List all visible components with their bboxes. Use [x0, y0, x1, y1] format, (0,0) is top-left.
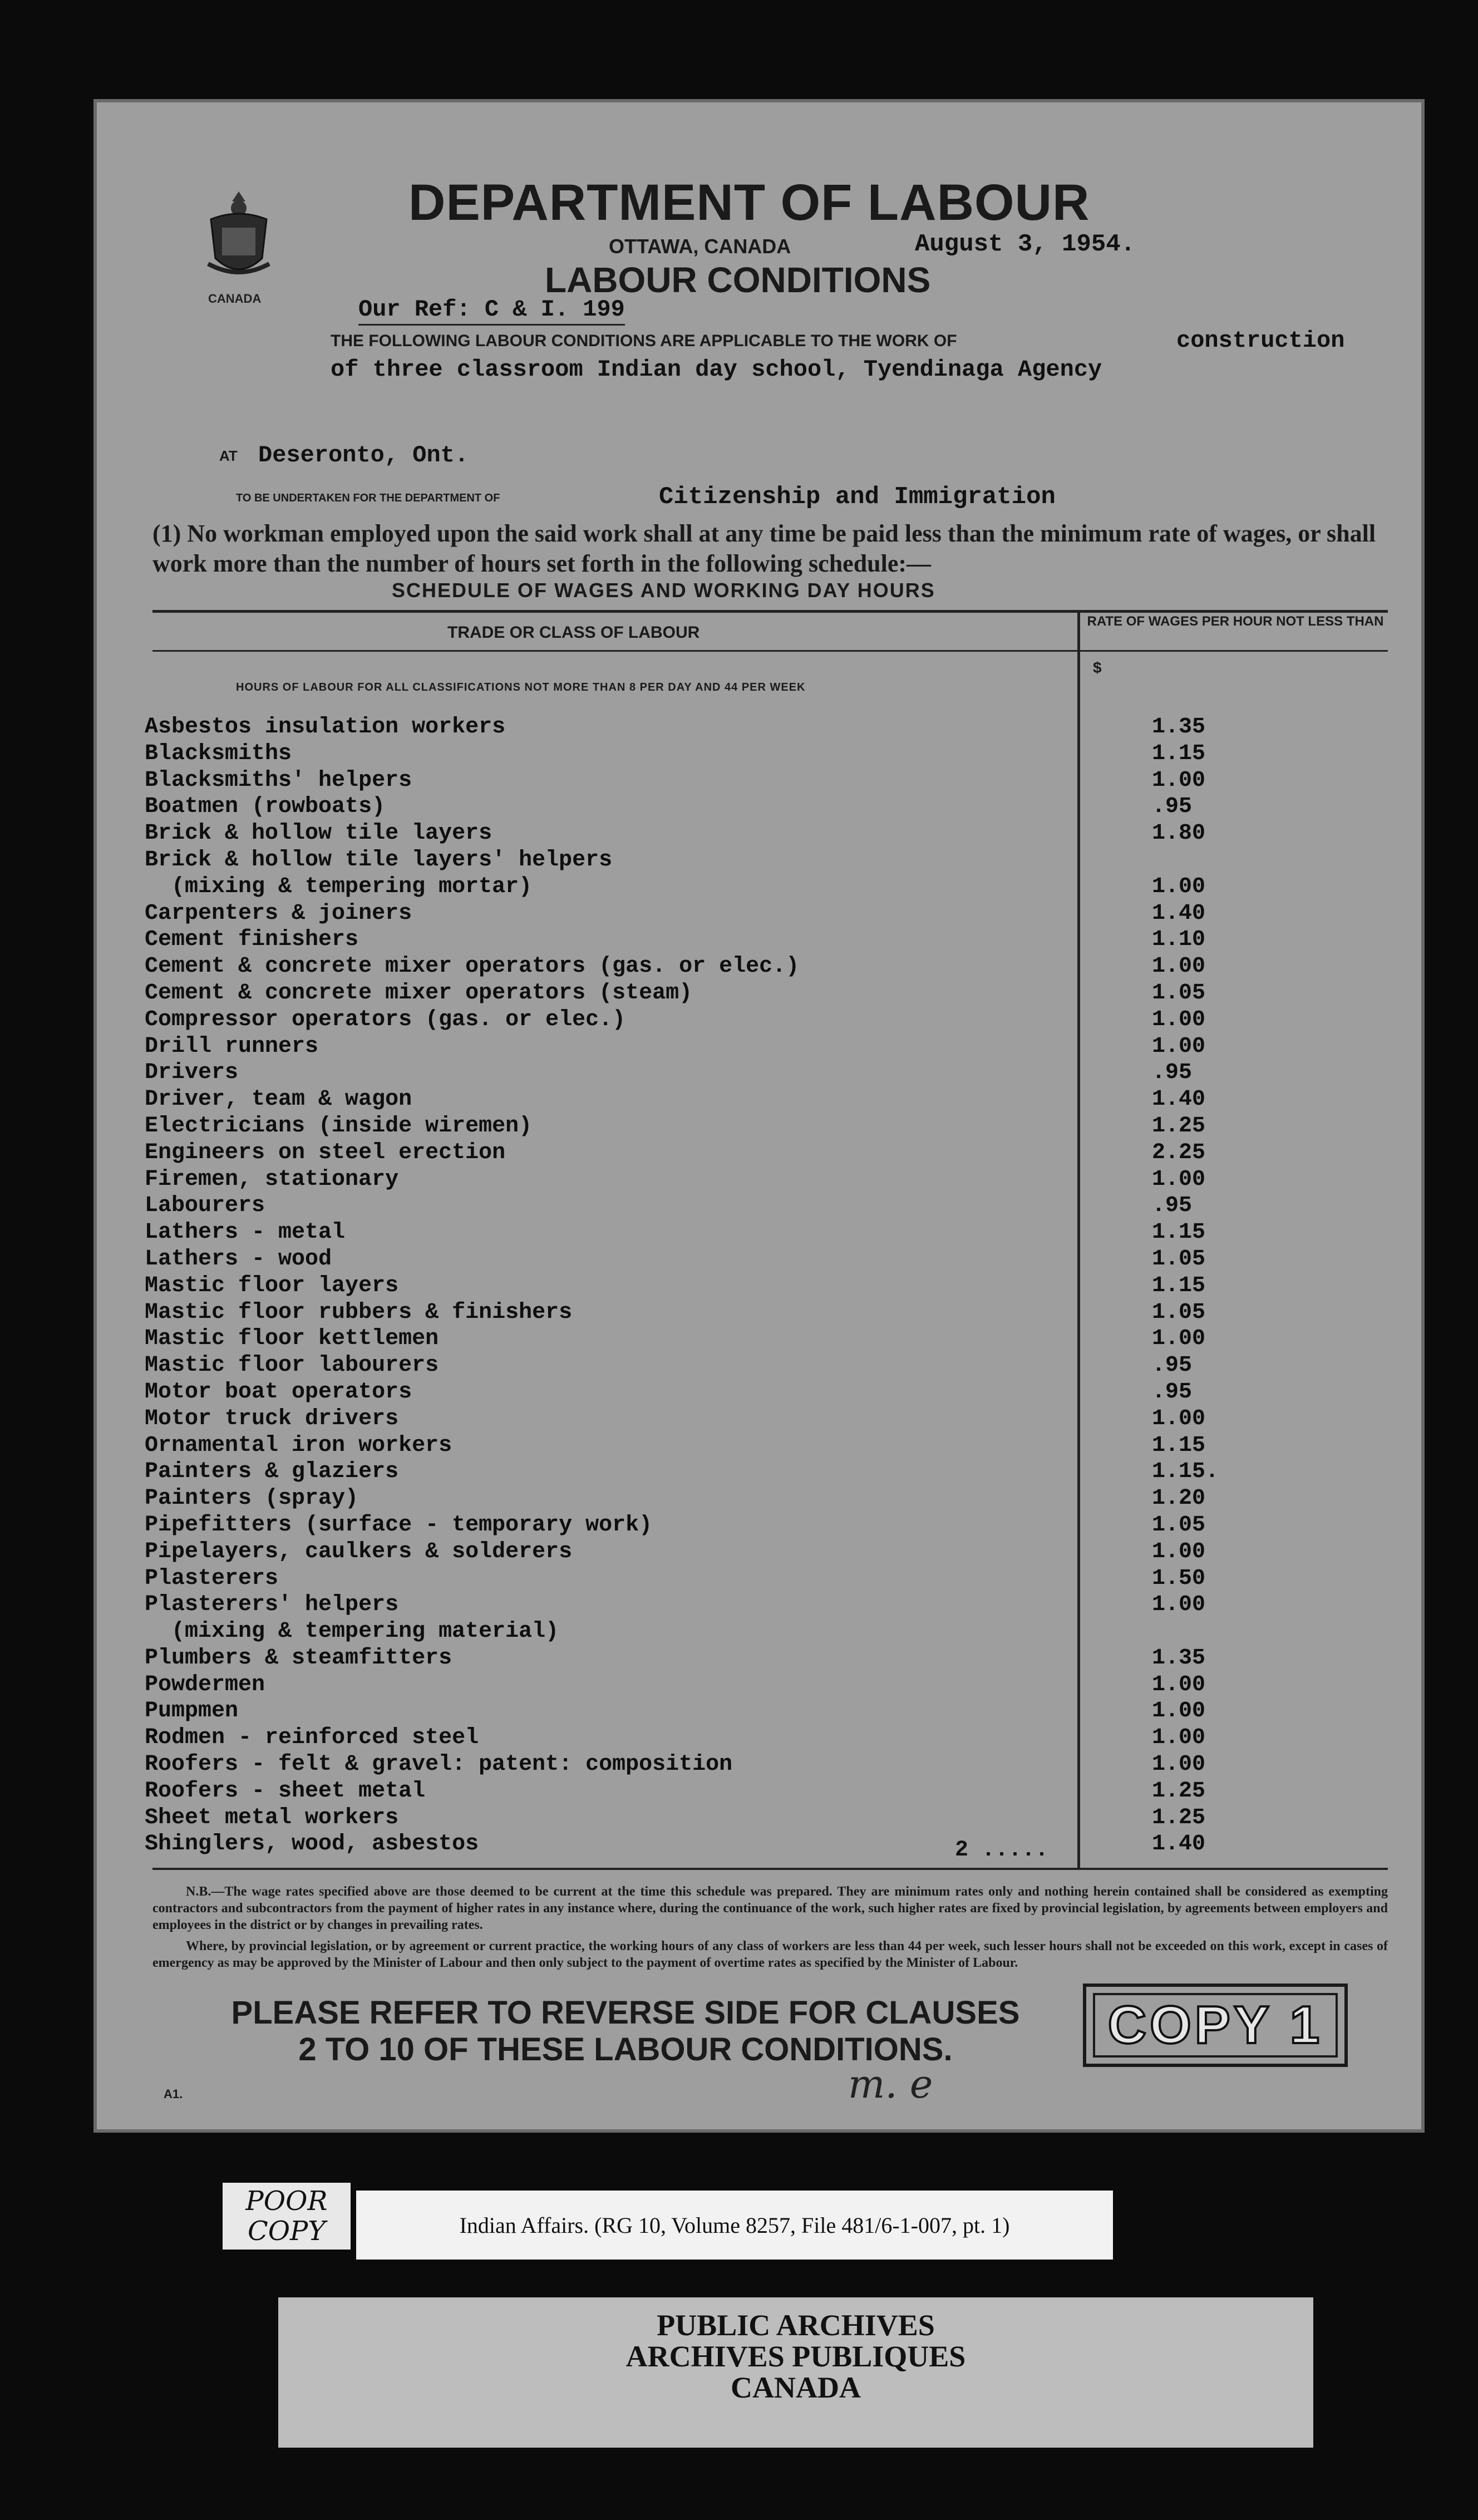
clause-1: (1) No workman employed upon the said work shall at any time be paid less than the minimum rate of wages, or shall work more than the number of hours set forth in the following schedule:—	[152, 520, 1376, 577]
archives-line2: ARCHIVES PUBLIQUES	[625, 2340, 966, 2373]
trade-name: Mastic floor labourers	[145, 1353, 439, 1379]
table-row	[145, 1007, 1402, 1034]
wage-rate: 1.05	[1152, 980, 1206, 1006]
table-row	[145, 1273, 1402, 1300]
trade-name: Engineers on steel erection	[145, 1140, 506, 1165]
table-row	[145, 1353, 1402, 1380]
wage-rate: .95	[1152, 1060, 1193, 1086]
trade-name: Plasterers	[145, 1566, 279, 1591]
wage-rate: 1.25	[1152, 1805, 1206, 1830]
wage-rate: 1.35	[1152, 1645, 1206, 1671]
table-row	[145, 741, 1402, 768]
table-row	[145, 1433, 1402, 1460]
trade-name: (mixing & tempering material)	[145, 1619, 559, 1645]
undertaken-department: Citizenship and Immigration	[659, 483, 1056, 511]
table-row	[145, 1167, 1402, 1194]
trade-name: Blacksmiths' helpers	[145, 767, 412, 793]
trade-name: Shinglers, wood, asbestos	[145, 1832, 479, 1857]
wage-rate: 1.35	[1152, 715, 1206, 740]
notes-block	[152, 1883, 1388, 1976]
wage-rate: 1.00	[1152, 1752, 1206, 1778]
wage-rate: 1.40	[1152, 1832, 1206, 1857]
trade-name: Roofers - sheet metal	[145, 1778, 426, 1804]
trade-name: Mastic floor kettlemen	[145, 1326, 439, 1352]
trade-name: Plumbers & steamfitters	[145, 1645, 452, 1671]
undertaken-label: TO BE UNDERTAKEN FOR THE DEPARTMENT OF	[236, 492, 500, 504]
trade-name: Drill runners	[145, 1033, 319, 1059]
table-row	[145, 1060, 1402, 1087]
table-row	[145, 1646, 1402, 1672]
wage-rate: 1.20	[1152, 1486, 1206, 1512]
department-city: OTTAWA, CANADA	[609, 235, 791, 258]
table-row	[145, 1326, 1402, 1353]
table-row	[145, 1140, 1402, 1167]
header-rule-rate	[1080, 650, 1388, 652]
wage-rate: 1.15.	[1152, 1459, 1219, 1485]
wage-rate: 1.15	[1152, 1273, 1206, 1298]
table-row	[145, 848, 1402, 874]
table-row	[145, 1193, 1402, 1220]
table-row	[145, 901, 1402, 928]
document-page	[93, 99, 1425, 2133]
applicable-label: THE FOLLOWING LABOUR CONDITIONS ARE APPLICABLE TO THE WORK OF	[331, 332, 957, 350]
location-label: AT	[219, 447, 238, 464]
wage-rate: 1.00	[1152, 1699, 1206, 1724]
table-row	[145, 1592, 1402, 1619]
wage-rate: 1.25	[1152, 1113, 1206, 1139]
trade-name: Lathers - wood	[145, 1246, 332, 1272]
wage-rate: 1.40	[1152, 900, 1206, 926]
table-row	[145, 1779, 1402, 1805]
archives-line3: CANADA	[731, 2371, 861, 2404]
wage-rate: 1.00	[1152, 954, 1206, 980]
trade-name: Painters (spray)	[145, 1486, 359, 1512]
wage-rate: 1.00	[1152, 1406, 1206, 1431]
trade-name: Rodmen - reinforced steel	[145, 1725, 479, 1751]
table-top-rule	[152, 610, 1388, 613]
wage-rate: 1.00	[1152, 1725, 1206, 1751]
column-header-trade: TRADE OR CLASS OF LABOUR	[447, 623, 700, 642]
wage-table	[145, 715, 1402, 1858]
table-row	[145, 1406, 1402, 1433]
trade-name: Driver, team & wagon	[145, 1087, 412, 1113]
currency-symbol: $	[1093, 659, 1102, 676]
table-row	[145, 1805, 1402, 1832]
table-bottom-rule	[152, 1868, 1388, 1870]
table-row	[145, 821, 1402, 848]
trade-name: Mastic floor layers	[145, 1273, 399, 1298]
wage-rate: 1.15	[1152, 1220, 1206, 1246]
table-row	[145, 1725, 1402, 1752]
wage-rate: .95	[1152, 794, 1193, 820]
trade-name: Painters & glaziers	[145, 1459, 399, 1485]
trade-name: (mixing & tempering mortar)	[145, 874, 533, 899]
table-row	[145, 1486, 1402, 1513]
copy-stamp-text: COPY 1	[1093, 1993, 1338, 2058]
wage-rate: 1.00	[1152, 1672, 1206, 1697]
trade-name: Pumpmen	[145, 1699, 239, 1724]
trade-name: Powdermen	[145, 1672, 265, 1697]
wage-rate: 1.50	[1152, 1566, 1206, 1591]
table-row	[145, 1672, 1402, 1699]
table-row	[145, 715, 1402, 741]
archives-line1: PUBLIC ARCHIVES	[657, 2309, 935, 2342]
wage-rate: 1.00	[1152, 874, 1206, 899]
trade-name: Pipefitters (surface - temporary work)	[145, 1512, 653, 1538]
table-row	[145, 1114, 1402, 1140]
wage-rate: 1.00	[1152, 1007, 1206, 1032]
trade-name: Cement & concrete mixer operators (steam)	[145, 980, 693, 1006]
department-title: DEPARTMENT OF LABOUR	[408, 174, 1090, 231]
poor-copy-note	[223, 2183, 351, 2250]
table-row	[145, 1087, 1402, 1114]
table-row	[145, 1300, 1402, 1327]
work-description-line1: construction	[1176, 327, 1345, 354]
reverse-side-line1: PLEASE REFER TO REVERSE SIDE FOR CLAUSES	[231, 1995, 1020, 2031]
wage-rate: 1.05	[1152, 1246, 1206, 1272]
trade-name: Motor boat operators	[145, 1379, 412, 1405]
wage-rate: 1.10	[1152, 927, 1206, 953]
wage-rate: 1.05	[1152, 1512, 1206, 1538]
table-row	[145, 1832, 1402, 1858]
location-value: Deseronto, Ont.	[258, 442, 469, 469]
column-header-rate: RATE OF WAGES PER HOUR NOT LESS THAN	[1087, 614, 1384, 629]
table-row	[145, 1247, 1402, 1273]
wage-rate: 1.00	[1152, 1592, 1206, 1618]
reverse-side-line2: 2 TO 10 OF THESE LABOUR CONDITIONS.	[298, 2031, 953, 2068]
note-working-hours: Where, by provincial legislation, or by agreement or current practice, the working hours of any class of workers are less than 44 per week, such lesser hours shall not be exceeded on this work, except in cases of emergency as may be approved by the Minister of Labour and then only subject to the payment of overtime rates as specified by the Minister of Labour.	[152, 1939, 1388, 1970]
trade-name: Cement finishers	[145, 927, 359, 953]
wage-rate: .95	[1152, 1193, 1193, 1219]
table-row	[145, 1220, 1402, 1247]
trade-name: Firemen, stationary	[145, 1167, 399, 1192]
document-title: LABOUR CONDITIONS	[545, 260, 931, 300]
table-row	[145, 1619, 1402, 1646]
trade-name: Lathers - metal	[145, 1220, 346, 1246]
wage-rate: 2.25	[1152, 1140, 1206, 1165]
trade-name: Labourers	[145, 1193, 265, 1219]
trade-name: Carpenters & joiners	[145, 900, 412, 926]
table-row	[145, 1752, 1402, 1779]
table-row	[145, 874, 1402, 901]
wage-rate: 1.80	[1152, 821, 1206, 846]
trade-name: Blacksmiths	[145, 741, 292, 766]
poor-copy-line2: COPY	[247, 2216, 326, 2247]
wage-rate: .95	[1152, 1379, 1193, 1405]
wage-rate: 1.15	[1152, 741, 1206, 766]
trade-name: Mastic floor rubbers & finishers	[145, 1300, 573, 1325]
table-row	[145, 768, 1402, 795]
archives-stamp	[278, 2297, 1313, 2448]
crest-label: CANADA	[208, 292, 262, 306]
table-row	[145, 981, 1402, 1007]
continued-marker: 2 .....	[955, 1838, 1049, 1863]
table-row	[145, 1459, 1402, 1486]
trade-name: Brick & hollow tile layers	[145, 821, 492, 846]
form-code: A1.	[164, 2087, 183, 2101]
source-label: Indian Affairs. (RG 10, Volume 8257, File 481/6-1-007, pt. 1)	[356, 2191, 1113, 2260]
handwritten-initials: m. e	[848, 2061, 933, 2107]
trade-name: Electricians (inside wiremen)	[145, 1113, 533, 1139]
wage-rate: 1.40	[1152, 1087, 1206, 1113]
poor-copy-line1: POOR	[245, 2186, 328, 2217]
table-row	[145, 1539, 1402, 1566]
trade-name: Sheet metal workers	[145, 1805, 399, 1830]
header-rule	[152, 650, 1077, 652]
wage-rate: 1.05	[1152, 1300, 1206, 1325]
wage-rate: 1.00	[1152, 1539, 1206, 1564]
trade-name: Roofers - felt & gravel: patent: composition	[145, 1752, 733, 1778]
coat-of-arms-icon	[197, 186, 280, 292]
trade-name: Boatmen (rowboats)	[145, 794, 386, 820]
table-row	[145, 927, 1402, 954]
archives-text	[278, 2310, 1313, 2403]
table-row	[145, 1513, 1402, 1539]
trade-name: Ornamental iron workers	[145, 1433, 452, 1458]
wage-rate: 1.00	[1152, 1326, 1206, 1352]
trade-name: Compressor operators (gas. or elec.)	[145, 1007, 626, 1032]
work-description-line2: of three classroom Indian day school, Tyendinaga Agency	[331, 356, 1102, 383]
schedule-title: SCHEDULE OF WAGES AND WORKING DAY HOURS	[392, 579, 935, 602]
wage-rate: 1.00	[1152, 1167, 1206, 1192]
hours-note: HOURS OF LABOUR FOR ALL CLASSIFICATIONS NOT MORE THAN 8 PER DAY AND 44 PER WEEK	[236, 681, 806, 693]
wage-rate: 1.00	[1152, 1033, 1206, 1059]
trade-name: Plasterers' helpers	[145, 1592, 399, 1618]
copy-stamp	[1083, 1983, 1348, 2067]
trade-name: Pipelayers, caulkers & solderers	[145, 1539, 573, 1564]
trade-name: Motor truck drivers	[145, 1406, 399, 1431]
reference-number: Our Ref: C & I. 199	[358, 296, 625, 326]
table-row	[145, 954, 1402, 981]
wage-rate: 1.25	[1152, 1778, 1206, 1804]
wage-rate: 1.15	[1152, 1433, 1206, 1458]
table-row	[145, 794, 1402, 821]
trade-name: Asbestos insulation workers	[145, 715, 506, 740]
table-row	[145, 1699, 1402, 1725]
trade-name: Cement & concrete mixer operators (gas. or elec.)	[145, 954, 800, 980]
document-date: August 3, 1954.	[915, 230, 1136, 258]
note-wage-rates: N.B.—The wage rates specified above are those deemed to be current at the time this schedule was prepared. They are minimum rates only and nothing herein contained shall be considered as exempting contractors and subcontractors from the payment of higher rates in any instance where, during the continuance of the work, such higher rates are fixed by provincial legislation, by agreements between employers and employees in the district or by changes in prevailing rates.	[152, 1884, 1388, 1932]
table-row	[145, 1566, 1402, 1593]
reverse-side-notice	[152, 1995, 1098, 2068]
wage-rate: 1.00	[1152, 767, 1206, 793]
table-row	[145, 1380, 1402, 1406]
trade-name: Drivers	[145, 1060, 239, 1086]
table-row	[145, 1034, 1402, 1061]
trade-name: Brick & hollow tile layers' helpers	[145, 847, 613, 873]
wage-rate: .95	[1152, 1353, 1193, 1379]
